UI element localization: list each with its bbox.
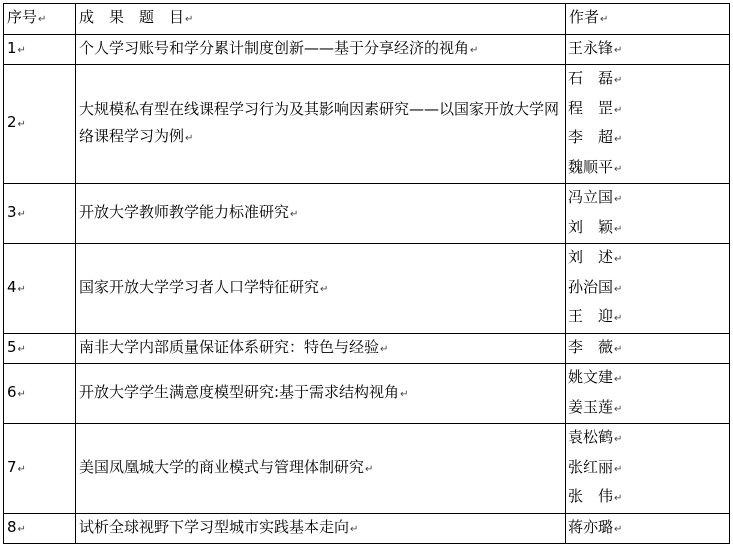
- author-cell: [566, 244, 730, 334]
- author-name-text: 张红丽: [568, 457, 614, 476]
- paragraph-mark: ↵: [614, 493, 623, 504]
- author-name-text: 石 磊: [568, 69, 614, 87]
- paragraph-mark: ↵: [17, 523, 26, 535]
- author-name-text: 袁松鹤: [568, 428, 614, 446]
- index-cell: [4, 513, 76, 544]
- paragraph-mark: ↵: [614, 523, 623, 535]
- author-name: [568, 35, 729, 65]
- author-name: [568, 514, 729, 544]
- table-row: [4, 513, 730, 544]
- row-title: 试析全球视野下学习型城市实践基本走向: [79, 517, 350, 536]
- header-author-cell: 作者↵: [566, 4, 730, 35]
- paragraph-mark: ↵: [350, 523, 359, 535]
- author-name-text: 张 伟: [568, 487, 614, 505]
- row-index: 7: [7, 457, 17, 476]
- paragraph-mark: ↵: [614, 223, 623, 235]
- paragraph-mark: ↵: [614, 343, 623, 355]
- author-name-text: 冯立国: [568, 188, 614, 206]
- title-cell: [76, 513, 566, 544]
- table-row: [4, 364, 730, 424]
- index-cell: [4, 65, 76, 184]
- paragraph-mark: ↵: [614, 403, 623, 415]
- author-cell: [566, 333, 730, 364]
- index-cell: [4, 184, 76, 244]
- row-title: 大规模私有型在线课程学习行为及其影响因素研究——以国家开放大学网络课程学习为例: [79, 99, 560, 145]
- row-title: 开放大学学生满意度模型研究:基于需求结构视角: [79, 382, 400, 401]
- author-name-text: 李 薇: [568, 337, 614, 356]
- row-title: 个人学习账号和学分累计制度创新——基于分享经济的视角: [79, 38, 470, 57]
- row-index: 8: [7, 517, 17, 536]
- paragraph-mark: ↵: [17, 463, 26, 475]
- paragraph-mark: ↵: [365, 463, 374, 475]
- paragraph-mark: ↵: [614, 44, 623, 56]
- paragraph-mark: ↵: [17, 343, 26, 355]
- index-cell: [4, 333, 76, 364]
- row-index: 4: [7, 277, 17, 296]
- title-cell: [76, 333, 566, 364]
- author-name-text: 刘 颖: [568, 217, 614, 236]
- table-row: [4, 184, 730, 244]
- paragraph-mark: ↵: [17, 388, 26, 400]
- paragraph-mark: ↵: [400, 388, 409, 400]
- author-cell: [566, 424, 730, 514]
- index-cell: [4, 244, 76, 334]
- title-cell: [76, 34, 566, 65]
- author-name: [568, 95, 729, 125]
- paragraph-mark: ↵: [380, 343, 389, 355]
- author-name-text: 魏顺平: [568, 157, 614, 176]
- title-cell: [76, 244, 566, 334]
- paragraph-mark: ↵: [320, 283, 329, 295]
- row-title: 美国凤凰城大学的商业模式与管理体制研究: [79, 457, 365, 476]
- paragraph-mark: ↵: [470, 44, 479, 56]
- author-name: [568, 303, 729, 333]
- paragraph-mark: ↵: [614, 254, 623, 265]
- index-cell: [4, 424, 76, 514]
- table-row: [4, 333, 730, 364]
- paragraph-mark: ↵: [17, 44, 26, 56]
- author-name-text: 姜玉莲: [568, 397, 614, 416]
- author-name: [568, 65, 729, 95]
- author-name: [568, 154, 729, 184]
- index-cell: [4, 34, 76, 65]
- table-row: [4, 34, 730, 65]
- author-name-text: 李 超: [568, 128, 614, 146]
- author-name: [568, 483, 729, 513]
- author-name-text: 王永锋: [568, 38, 614, 57]
- author-name: [568, 214, 729, 244]
- author-name-text: 蒋亦璐: [568, 517, 614, 536]
- row-title: 南非大学内部质量保证体系研究：特色与经验: [79, 337, 380, 356]
- author-cell: [566, 513, 730, 544]
- author-name: [568, 334, 729, 364]
- paragraph-mark: ↵: [17, 283, 26, 295]
- author-cell: [566, 184, 730, 244]
- header-index-cell: 序号↵: [4, 4, 76, 35]
- author-name-text: 王 迎: [568, 307, 614, 325]
- row-title: 国家开放大学学习者人口学特征研究: [79, 277, 320, 296]
- author-name-text: 姚文建: [568, 368, 614, 386]
- achievements-table: [3, 3, 730, 544]
- paragraph-mark: ↵: [614, 463, 623, 475]
- author-name: [568, 244, 729, 274]
- paragraph-mark: ↵: [614, 434, 623, 445]
- row-title: 开放大学教师教学能力标准研究: [79, 202, 290, 221]
- author-name: [568, 454, 729, 484]
- table-row: [4, 244, 730, 334]
- title-cell: [76, 424, 566, 514]
- author-name: [568, 364, 729, 394]
- author-name: [568, 184, 729, 214]
- paragraph-mark: ↵: [614, 374, 623, 385]
- author-name: [568, 394, 729, 424]
- title-cell: [76, 184, 566, 244]
- row-index: 5: [7, 337, 17, 356]
- author-name-text: 孙治国: [568, 277, 614, 296]
- author-name-text: 刘 述: [568, 248, 614, 266]
- author-name: [568, 274, 729, 304]
- paragraph-mark: ↵: [185, 133, 194, 144]
- header-title-cell: 成 果 题 目↵: [76, 4, 566, 35]
- author-name: [568, 424, 729, 454]
- author-cell: [566, 34, 730, 65]
- title-cell: [76, 65, 566, 184]
- paragraph-mark: ↵: [614, 313, 623, 324]
- author-name-text: 程 罡: [568, 98, 614, 117]
- paragraph-mark: ↵: [17, 119, 26, 131]
- paragraph-mark: ↵: [614, 104, 623, 116]
- paragraph-mark: ↵: [614, 163, 623, 175]
- row-index: 1: [7, 38, 17, 57]
- index-cell: [4, 364, 76, 424]
- table-row: [4, 65, 730, 184]
- table-row: [4, 424, 730, 514]
- author-cell: [566, 65, 730, 184]
- paragraph-mark: ↵: [614, 75, 623, 86]
- row-index: 2: [7, 113, 17, 132]
- paragraph-mark: ↵: [614, 194, 623, 205]
- author-cell: [566, 364, 730, 424]
- author-name: [568, 124, 729, 154]
- title-cell: [76, 364, 566, 424]
- paragraph-mark: ↵: [290, 208, 299, 220]
- paragraph-mark: ↵: [17, 208, 26, 220]
- header-row: [4, 4, 730, 35]
- paragraph-mark: ↵: [614, 283, 623, 295]
- paragraph-mark: ↵: [614, 134, 623, 145]
- row-index: 6: [7, 382, 17, 401]
- row-index: 3: [7, 202, 17, 221]
